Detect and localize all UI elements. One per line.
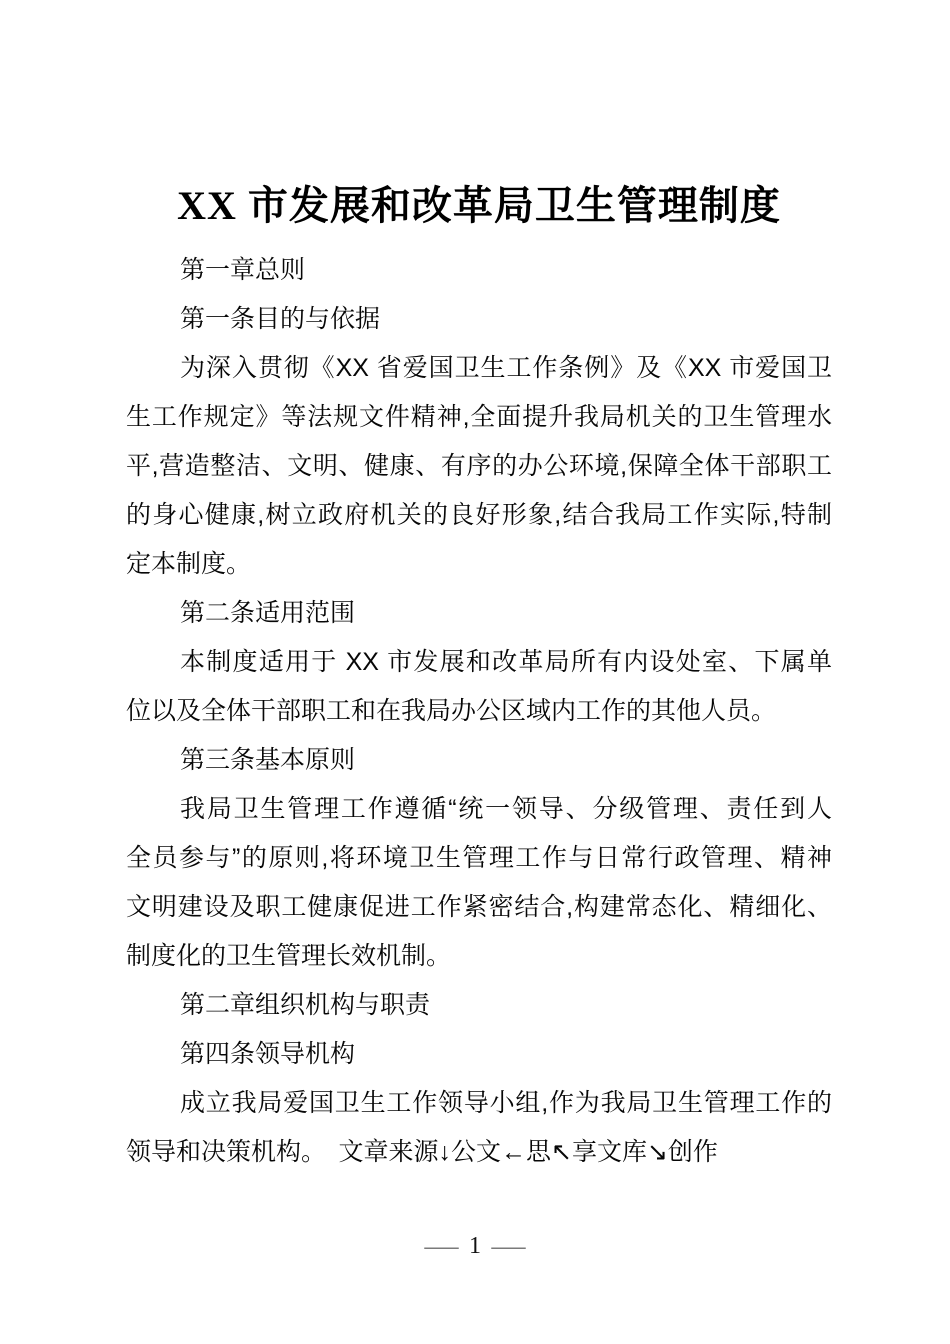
paragraph-line: 为深入贯彻《XX 省爱国卫生工作条例》及《XX 市爱国卫 (180, 354, 832, 382)
page-number: 1 (469, 1233, 481, 1259)
article-heading-2: 第二条适用范围 (180, 599, 356, 627)
page-footer (0, 1234, 950, 1258)
paragraph-line: 平,营造整洁、文明、健康、有序的办公环境,保障全体干部职工 (126, 452, 832, 480)
article-heading-3: 第三条基本原则 (180, 746, 356, 774)
paragraph-line: 成立我局爱国卫生工作领导小组,作为我局卫生管理工作的 (180, 1089, 832, 1117)
paragraph-line: 文明建设及职工健康促进工作紧密结合,构建常态化、精细化、 (126, 893, 832, 921)
paragraph-line: 制度化的卫生管理长效机制。 (126, 942, 452, 970)
document-title: XX 市发展和改革局卫生管理制度 (177, 183, 781, 228)
paragraph-line: 位以及全体干部职工和在我局办公区域内工作的其他人员。 (126, 697, 777, 725)
paragraph-line: 生工作规定》等法规文件精神,全面提升我局机关的卫生管理水 (126, 403, 832, 431)
article-heading-1: 第一条目的与依据 (180, 305, 381, 333)
paragraph-line: 本制度适用于 XX 市发展和改革局所有内设处室、下属单 (180, 648, 832, 676)
paragraph-line: 定本制度。 (126, 550, 252, 578)
paragraph-line: 全员参与”的原则,将环境卫生管理工作与日常行政管理、精神 (126, 844, 832, 872)
paragraph-line: 我局卫生管理工作遵循“统一领导、分级管理、责任到人 (180, 795, 832, 823)
paragraph-line-with-source-attribution: 领导和决策机构。 文章来源↓公文←思↖享文库↘创作 (126, 1138, 718, 1166)
footer-right-dash: — (491, 1232, 526, 1259)
document-content (126, 180, 832, 1177)
chapter-heading-1: 第一章总则 (180, 256, 306, 284)
footer-left-dash: — (424, 1232, 459, 1259)
chapter-heading-2: 第二章组织机构与职责 (180, 991, 431, 1019)
paragraph-line: 的身心健康,树立政府机关的良好形象,结合我局工作实际,特制 (126, 501, 832, 529)
article-heading-4: 第四条领导机构 (180, 1040, 356, 1068)
